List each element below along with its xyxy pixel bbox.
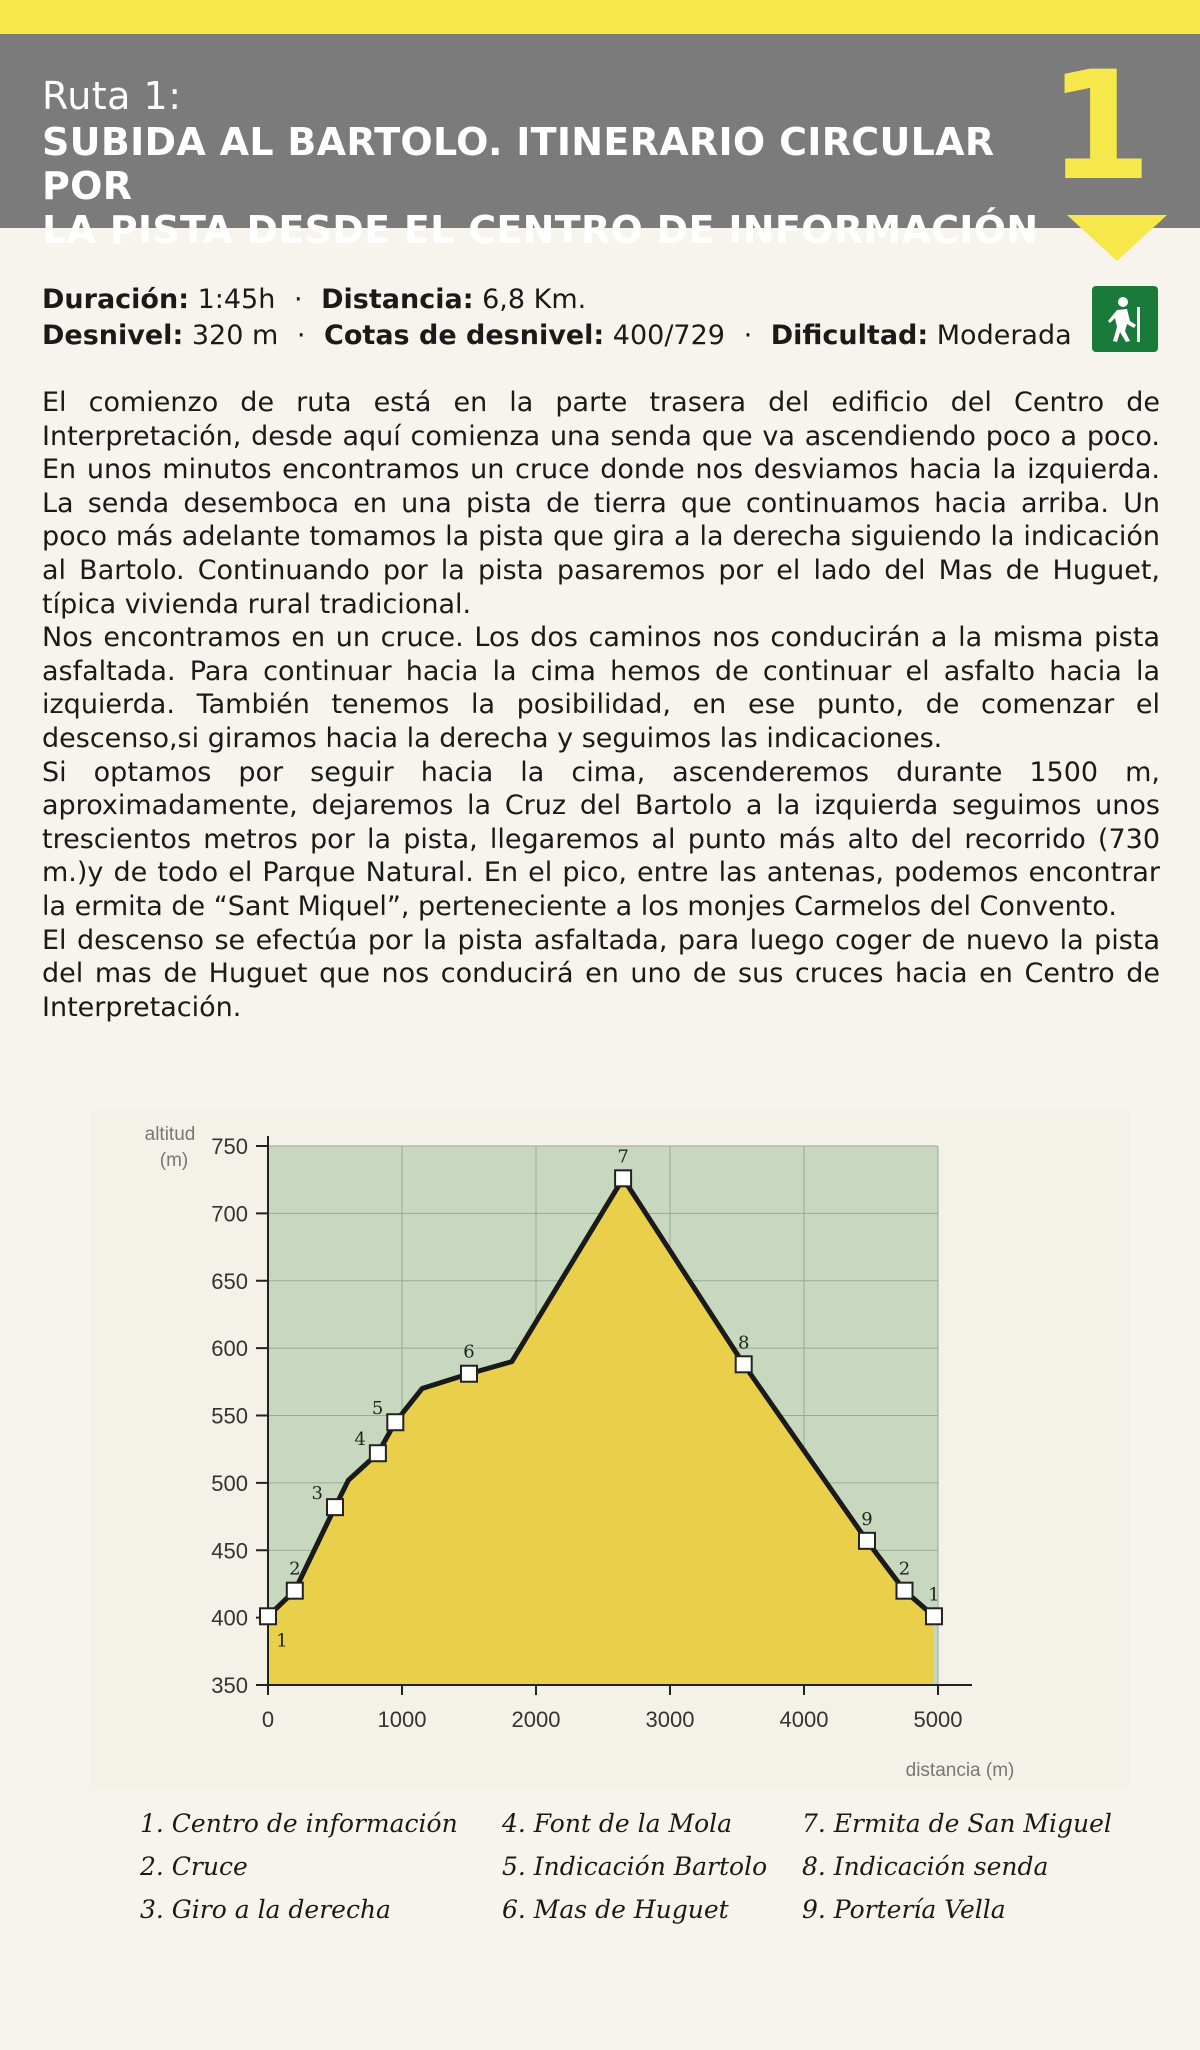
- waypoint-marker: [370, 1445, 386, 1461]
- legend-item: 6. Mas de Huguet: [502, 1895, 729, 1924]
- route-description: [42, 386, 1160, 1024]
- elevation-chart-svg: [90, 1110, 1130, 1790]
- waypoint-marker: [615, 1170, 631, 1186]
- x-tick-label: 1000: [377, 1707, 427, 1732]
- waypoint-label: 5: [371, 1398, 384, 1420]
- y-tick-label: 350: [211, 1673, 248, 1698]
- y-tick-label: 650: [211, 1268, 248, 1294]
- y-tick-label: 450: [211, 1538, 248, 1564]
- waypoint-marker: [387, 1414, 403, 1430]
- levels-label: Cotas de desnivel:: [324, 320, 605, 351]
- top-accent-stripe: [0, 0, 1200, 34]
- y-tick-label: 500: [211, 1470, 248, 1496]
- route-label: Ruta 1:: [42, 74, 182, 118]
- duration-value: 1:45h: [197, 284, 276, 315]
- waypoint-marker: [926, 1608, 942, 1624]
- route-meta: [42, 282, 1072, 354]
- levels-value: 400/729: [612, 320, 725, 351]
- legend-item: 8. Indicación senda: [802, 1852, 1049, 1881]
- legend-item: 2. Cruce: [140, 1852, 248, 1881]
- waypoint-label: 1: [276, 1630, 288, 1652]
- difficulty-label: Dificultad:: [770, 320, 929, 351]
- waypoint-marker: [327, 1499, 343, 1515]
- description-paragraph-1: El comienzo de ruta está en la parte trasera del edificio del Centro de Interpretación, desde aquí comienza una senda que va ascendiendo poco a poco. En unos minutos encontramos un cruce donde nos desviamos hacia la izquierda. La senda desemboca en una pista de tierra que continuamos hacia arriba. Un poco más adelante tomamos la pista que gira a la derecha siguiendo la indicación al Bartolo. Continuando por la pista pasaremos por el lado del Mas de Huguet, típica vivienda rural tradicional.: [42, 387, 1160, 620]
- y-tick-label: 550: [211, 1403, 248, 1429]
- legend-item: 9. Portería Vella: [802, 1895, 1006, 1924]
- waypoint-label: 3: [311, 1483, 323, 1505]
- waypoint-label: 7: [617, 1146, 629, 1168]
- difficulty-value: Moderada: [936, 320, 1072, 351]
- waypoint-label: 4: [354, 1429, 366, 1451]
- y-axis-unit: (m): [159, 1150, 189, 1171]
- waypoint-label: 9: [861, 1508, 873, 1530]
- waypoint-label: 2: [898, 1558, 911, 1580]
- route-title-line-2: LA PISTA DESDE EL CENTRO DE INFORMACIÓN: [42, 208, 1039, 252]
- arrow-down-icon: [1067, 215, 1167, 261]
- route-title-line-1: SUBIDA AL BARTOLO. ITINERARIO CIRCULAR POR: [42, 120, 995, 208]
- duration-label: Duración:: [42, 284, 189, 315]
- x-tick-label: 5000: [913, 1707, 963, 1732]
- y-tick-label: 700: [211, 1201, 248, 1227]
- slope-value: 320 m: [191, 320, 279, 351]
- separator: ·: [293, 284, 303, 315]
- separator: ·: [743, 320, 753, 351]
- route-number: 1: [1047, 40, 1152, 214]
- y-tick-label: 400: [211, 1605, 248, 1631]
- meta-line-2: [42, 318, 1072, 354]
- slope-label: Desnivel:: [42, 320, 184, 351]
- x-tick-label: 2000: [511, 1707, 561, 1732]
- hiker-icon: [1092, 286, 1158, 352]
- description-paragraph-3: Si optamos por seguir hacia la cima, ascenderemos durante 1500 m, aproximadamente, dejaremos la Cruz del Bartolo a la izquierda seguimos unos trescientos metros por la pista, llegaremos al punto más alto del recorrido (730 m.)y de todo el Parque Natural. En el pico, entre las antenas, podemos encontrar la ermita de “Sant Miquel”, perteneciente a los monjes Carmelos del Convento.: [42, 756, 1160, 922]
- legend-item: 5. Indicación Bartolo: [502, 1852, 768, 1881]
- legend-item: 4. Font de la Mola: [502, 1809, 733, 1838]
- x-axis-title: distancia (m): [905, 1760, 1015, 1781]
- distance-value: 6,8 Km.: [482, 284, 587, 315]
- waypoint-label: 1: [928, 1584, 940, 1606]
- y-axis-title: altitud: [144, 1124, 196, 1145]
- legend-column-3: [802, 1802, 1112, 1931]
- y-tick-label: 750: [211, 1134, 248, 1159]
- waypoint-marker: [287, 1583, 303, 1599]
- legend-item: 7. Ermita de San Miguel: [802, 1809, 1112, 1838]
- legend-item: 1. Centro de información: [140, 1809, 458, 1838]
- x-tick-label: 0: [261, 1707, 275, 1732]
- waypoint-label: 6: [463, 1341, 475, 1363]
- route-title: [42, 120, 1042, 252]
- waypoint-marker: [859, 1533, 875, 1549]
- description-paragraph-2: Nos encontramos en un cruce. Los dos caminos nos conducirán a la misma pista asfaltada. Para continuar hacia la cima hemos de continuar el asfalto hacia la izquierda. También tenemos la posibilidad, en ese punto, de comenzar el descenso,si giramos hacia la derecha y seguimos las indicaciones.: [42, 622, 1160, 754]
- x-tick-label: 3000: [645, 1707, 695, 1732]
- waypoint-label: 8: [737, 1332, 750, 1354]
- waypoint-label: 2: [289, 1558, 301, 1580]
- distance-label: Distancia:: [321, 284, 474, 315]
- waypoint-marker: [736, 1356, 752, 1372]
- elevation-profile-chart: [90, 1110, 1130, 1790]
- y-tick-label: 600: [211, 1336, 248, 1362]
- waypoint-marker: [461, 1366, 477, 1382]
- waypoint-marker: [897, 1583, 913, 1599]
- separator: ·: [296, 320, 306, 351]
- description-paragraph-4: El descenso se efectúa por la pista asfaltada, para luego coger de nuevo la pista del mas de Huguet que nos conducirá en uno de sus cruces hacia en Centro de Interpretación.: [42, 924, 1160, 1023]
- route-header: [0, 34, 1200, 252]
- legend-column-2: [502, 1802, 767, 1931]
- legend-item: 3. Giro a la derecha: [140, 1895, 391, 1924]
- legend-column-1: [140, 1802, 458, 1931]
- waypoint-marker: [260, 1608, 276, 1624]
- x-tick-label: 4000: [779, 1707, 829, 1732]
- meta-line-1: [42, 282, 1072, 318]
